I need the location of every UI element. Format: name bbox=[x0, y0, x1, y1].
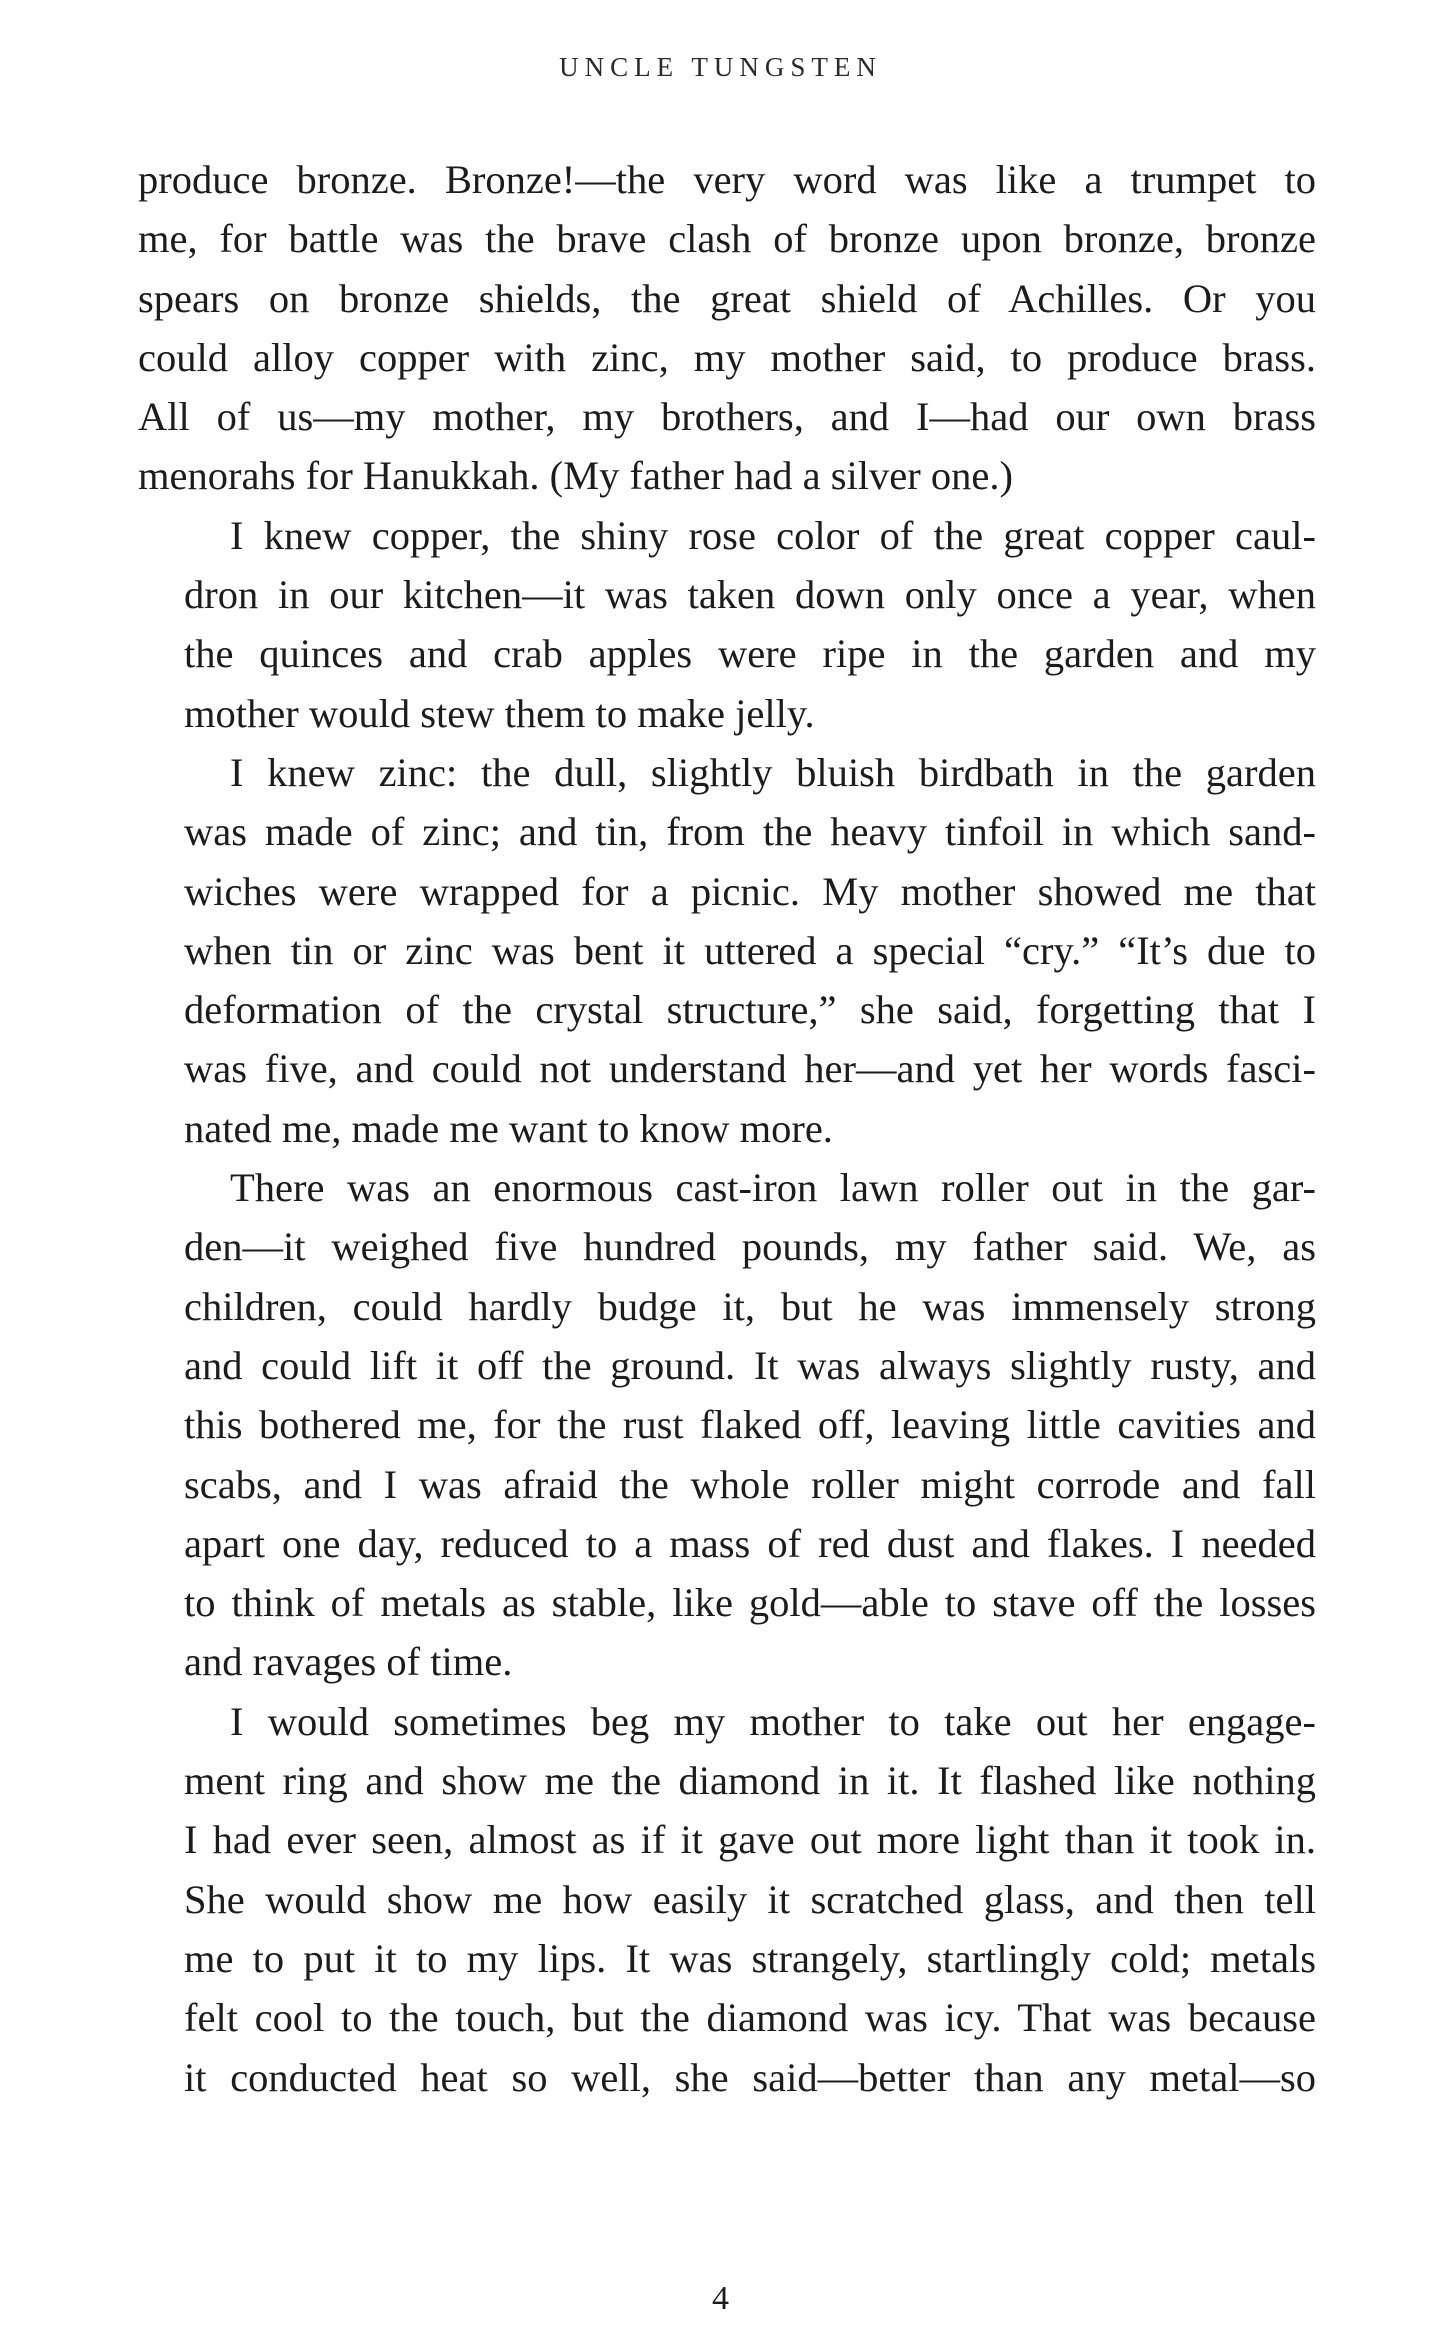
text-line: felt cool to the touch, but the diamond was icy. That was because bbox=[184, 1995, 1316, 2041]
text-line: me to put it to my lips. It was strangely, startlingly cold; metals bbox=[184, 1935, 1316, 1981]
text-line: I knew copper, the shiny rose color of the great copper caul- bbox=[230, 512, 1316, 558]
text-line: deformation of the crystal structure,” she said, forgetting that I bbox=[184, 987, 1316, 1033]
text-line: ment ring and show me the diamond in it. It flashed like nothing bbox=[184, 1758, 1316, 1804]
text-line: apart one day, reduced to a mass of red dust and flakes. I needed bbox=[184, 1520, 1316, 1566]
text-line: den—it weighed five hundred pounds, my father said. We, as bbox=[184, 1224, 1316, 1270]
text-line: produce bronze. Bronze!—the very word was like a trumpet to bbox=[138, 157, 1316, 202]
paragraph bbox=[138, 743, 1316, 1158]
text-line: I knew zinc: the dull, slightly bluish birdbath in the garden bbox=[230, 749, 1316, 795]
running-head: UNCLE TUNGSTEN bbox=[559, 52, 882, 82]
text-line: nated me, made me want to know more. bbox=[184, 1105, 833, 1151]
text-line: wiches were wrapped for a picnic. My mother showed me that bbox=[184, 868, 1316, 914]
text-line: dron in our kitchen—it was taken down only once a year, when bbox=[184, 572, 1316, 618]
text-line: when tin or zinc was bent it uttered a special “cry.” “It’s due to bbox=[184, 927, 1316, 973]
text-line: I had ever seen, almost as if it gave out more light than it took in. bbox=[184, 1817, 1316, 1863]
text-line: menorahs for Hanukkah. (My father had a silver one.) bbox=[138, 453, 1013, 499]
paragraph bbox=[138, 1692, 1316, 2107]
text-line: mother would stew them to make jelly. bbox=[184, 690, 815, 736]
body-text bbox=[138, 150, 1316, 2107]
text-line: it conducted heat so well, she said—better than any metal—so bbox=[184, 2054, 1316, 2100]
text-line: was five, and could not understand her—and yet her words fasci- bbox=[184, 1046, 1316, 1092]
paragraph bbox=[138, 150, 1316, 506]
text-line: the quinces and crab apples were ripe in the garden and my bbox=[184, 631, 1316, 677]
text-line: to think of metals as stable, like gold—able to stave off the losses bbox=[184, 1580, 1316, 1626]
text-line: me, for battle was the brave clash of bronze upon bronze, bronze bbox=[138, 216, 1316, 262]
text-line: could alloy copper with zinc, my mother said, to produce brass. bbox=[138, 334, 1316, 380]
text-line: and could lift it off the ground. It was always slightly rusty, and bbox=[184, 1342, 1316, 1388]
text-line: spears on bronze shields, the great shield of Achilles. Or you bbox=[138, 275, 1316, 321]
page-number: 4 bbox=[712, 2280, 729, 2317]
text-line: was made of zinc; and tin, from the heavy tinfoil in which sand- bbox=[184, 809, 1316, 855]
text-line: and ravages of time. bbox=[184, 1639, 513, 1685]
text-line: children, could hardly budge it, but he was immensely strong bbox=[184, 1283, 1316, 1329]
text-line: There was an enormous cast-iron lawn roller out in the gar- bbox=[230, 1165, 1316, 1211]
text-line: She would show me how easily it scratched glass, and then tell bbox=[184, 1876, 1316, 1922]
paragraph bbox=[138, 506, 1316, 743]
text-line: All of us—my mother, my brothers, and I—had our own brass bbox=[138, 394, 1316, 440]
text-line: this bothered me, for the rust flaked off, leaving little cavities and bbox=[184, 1402, 1316, 1448]
paragraph bbox=[138, 1158, 1316, 1692]
text-line: scabs, and I was afraid the whole roller might corrode and fall bbox=[184, 1461, 1316, 1507]
text-line: I would sometimes beg my mother to take out her engage- bbox=[230, 1698, 1316, 1744]
